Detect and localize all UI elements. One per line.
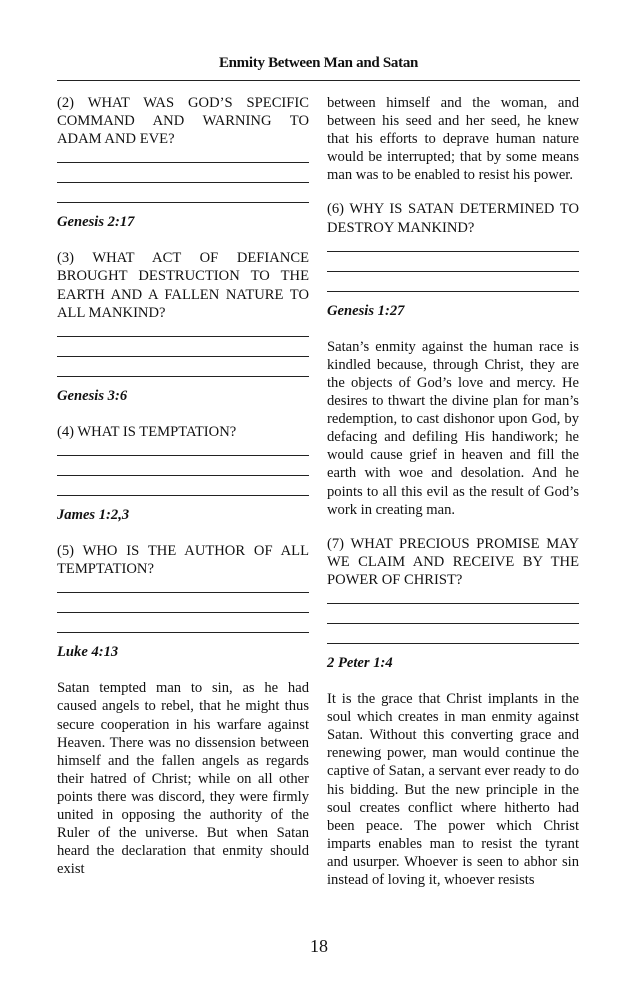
question-2: (2) WHAT WAS GOD’S SPECIFIC COMMAND AND WARNING TO ADAM AND EVE? xyxy=(57,95,309,148)
commentary-paragraph: Satan’s enmity against the human race is kindled because, through Christ, they are the objects of God’s love and mercy. He desires to thwart the divine plan for man’s redemption, to cast dishonor upon God, by defacing and defiling His handiwork; he would cause grief in heaven and fill the earth with woe and desolation. And he points to all this evil as the result of God’s work in creating man. xyxy=(327,338,579,518)
answer-line[interactable] xyxy=(327,643,579,644)
question-6: (6) WHY IS SATAN DETERMINED TO DESTROY MANKIND? xyxy=(327,201,579,236)
answer-line[interactable] xyxy=(327,271,579,272)
answer-line[interactable] xyxy=(327,623,579,624)
scripture-ref-3: Genesis 3:6 xyxy=(57,387,128,404)
answer-line[interactable] xyxy=(57,336,309,337)
commentary-paragraph: It is the grace that Christ implants in the soul which creates in man enmity against Satan. Without this converting grace and renewing power, man would continue the captive of Satan, a servant ever ready to do his bidding. But the new principle in the soul creates conflict where hitherto had been peace. The power which Christ imparts enables man to resist the tyrant and usurper. Whoever is seen to abhor sin instead of loving it, whoever resists xyxy=(327,691,579,888)
answer-line[interactable] xyxy=(57,455,309,456)
answer-line[interactable] xyxy=(327,291,579,292)
question-4: (4) WHAT IS TEMPTATION? xyxy=(57,423,237,440)
answer-line[interactable] xyxy=(57,376,309,377)
answer-line[interactable] xyxy=(57,495,309,496)
answer-line[interactable] xyxy=(57,182,309,183)
answer-line[interactable] xyxy=(57,632,309,633)
left-column xyxy=(57,94,309,894)
answer-line[interactable] xyxy=(57,475,309,476)
scripture-ref-6: Genesis 1:27 xyxy=(327,302,405,319)
question-3: (3) WHAT ACT OF DEFIANCE BROUGHT DESTRUCTION TO THE EARTH AND A FALLEN NATURE TO ALL MANKIND? xyxy=(57,250,309,321)
right-column xyxy=(327,94,579,905)
question-5: (5) WHO IS THE AUTHOR OF ALL TEMPTATION? xyxy=(57,543,309,578)
answer-line[interactable] xyxy=(57,162,309,163)
commentary-paragraph: Satan tempted man to sin, as he had caused angels to rebel, that he might thus secure cooperation in his warfare against Heaven. There was no dissension between himself and the fallen angels as regards their hatred of Christ; while on all other points there was discord, they were firmly united in opposing the authority of the Ruler of the universe. But when Satan heard the declaration that enmity should exist xyxy=(57,680,309,878)
answer-line[interactable] xyxy=(327,251,579,252)
answer-line[interactable] xyxy=(57,592,309,593)
page-number: 18 xyxy=(310,936,328,956)
answer-line[interactable] xyxy=(57,356,309,357)
commentary-continuation: between himself and the woman, and between his seed and her seed, he knew that his efforts to deprave human nature would be interrupted; that by some means man was to be enabled to resist his power. xyxy=(327,95,579,184)
scripture-ref-7: 2 Peter 1:4 xyxy=(327,654,393,671)
scripture-ref-4: James 1:2,3 xyxy=(57,506,130,523)
header-rule xyxy=(57,80,580,81)
scripture-ref-5: Luke 4:13 xyxy=(57,644,119,661)
question-7: (7) WHAT PRECIOUS PROMISE MAY WE CLAIM AND RECEIVE BY THE POWER OF CHRIST? xyxy=(327,535,579,588)
answer-line[interactable] xyxy=(57,202,309,203)
scripture-ref-2: Genesis 2:17 xyxy=(57,214,135,231)
running-header: Enmity Between Man and Satan xyxy=(218,55,419,71)
answer-line[interactable] xyxy=(327,603,579,604)
answer-line[interactable] xyxy=(57,612,309,613)
